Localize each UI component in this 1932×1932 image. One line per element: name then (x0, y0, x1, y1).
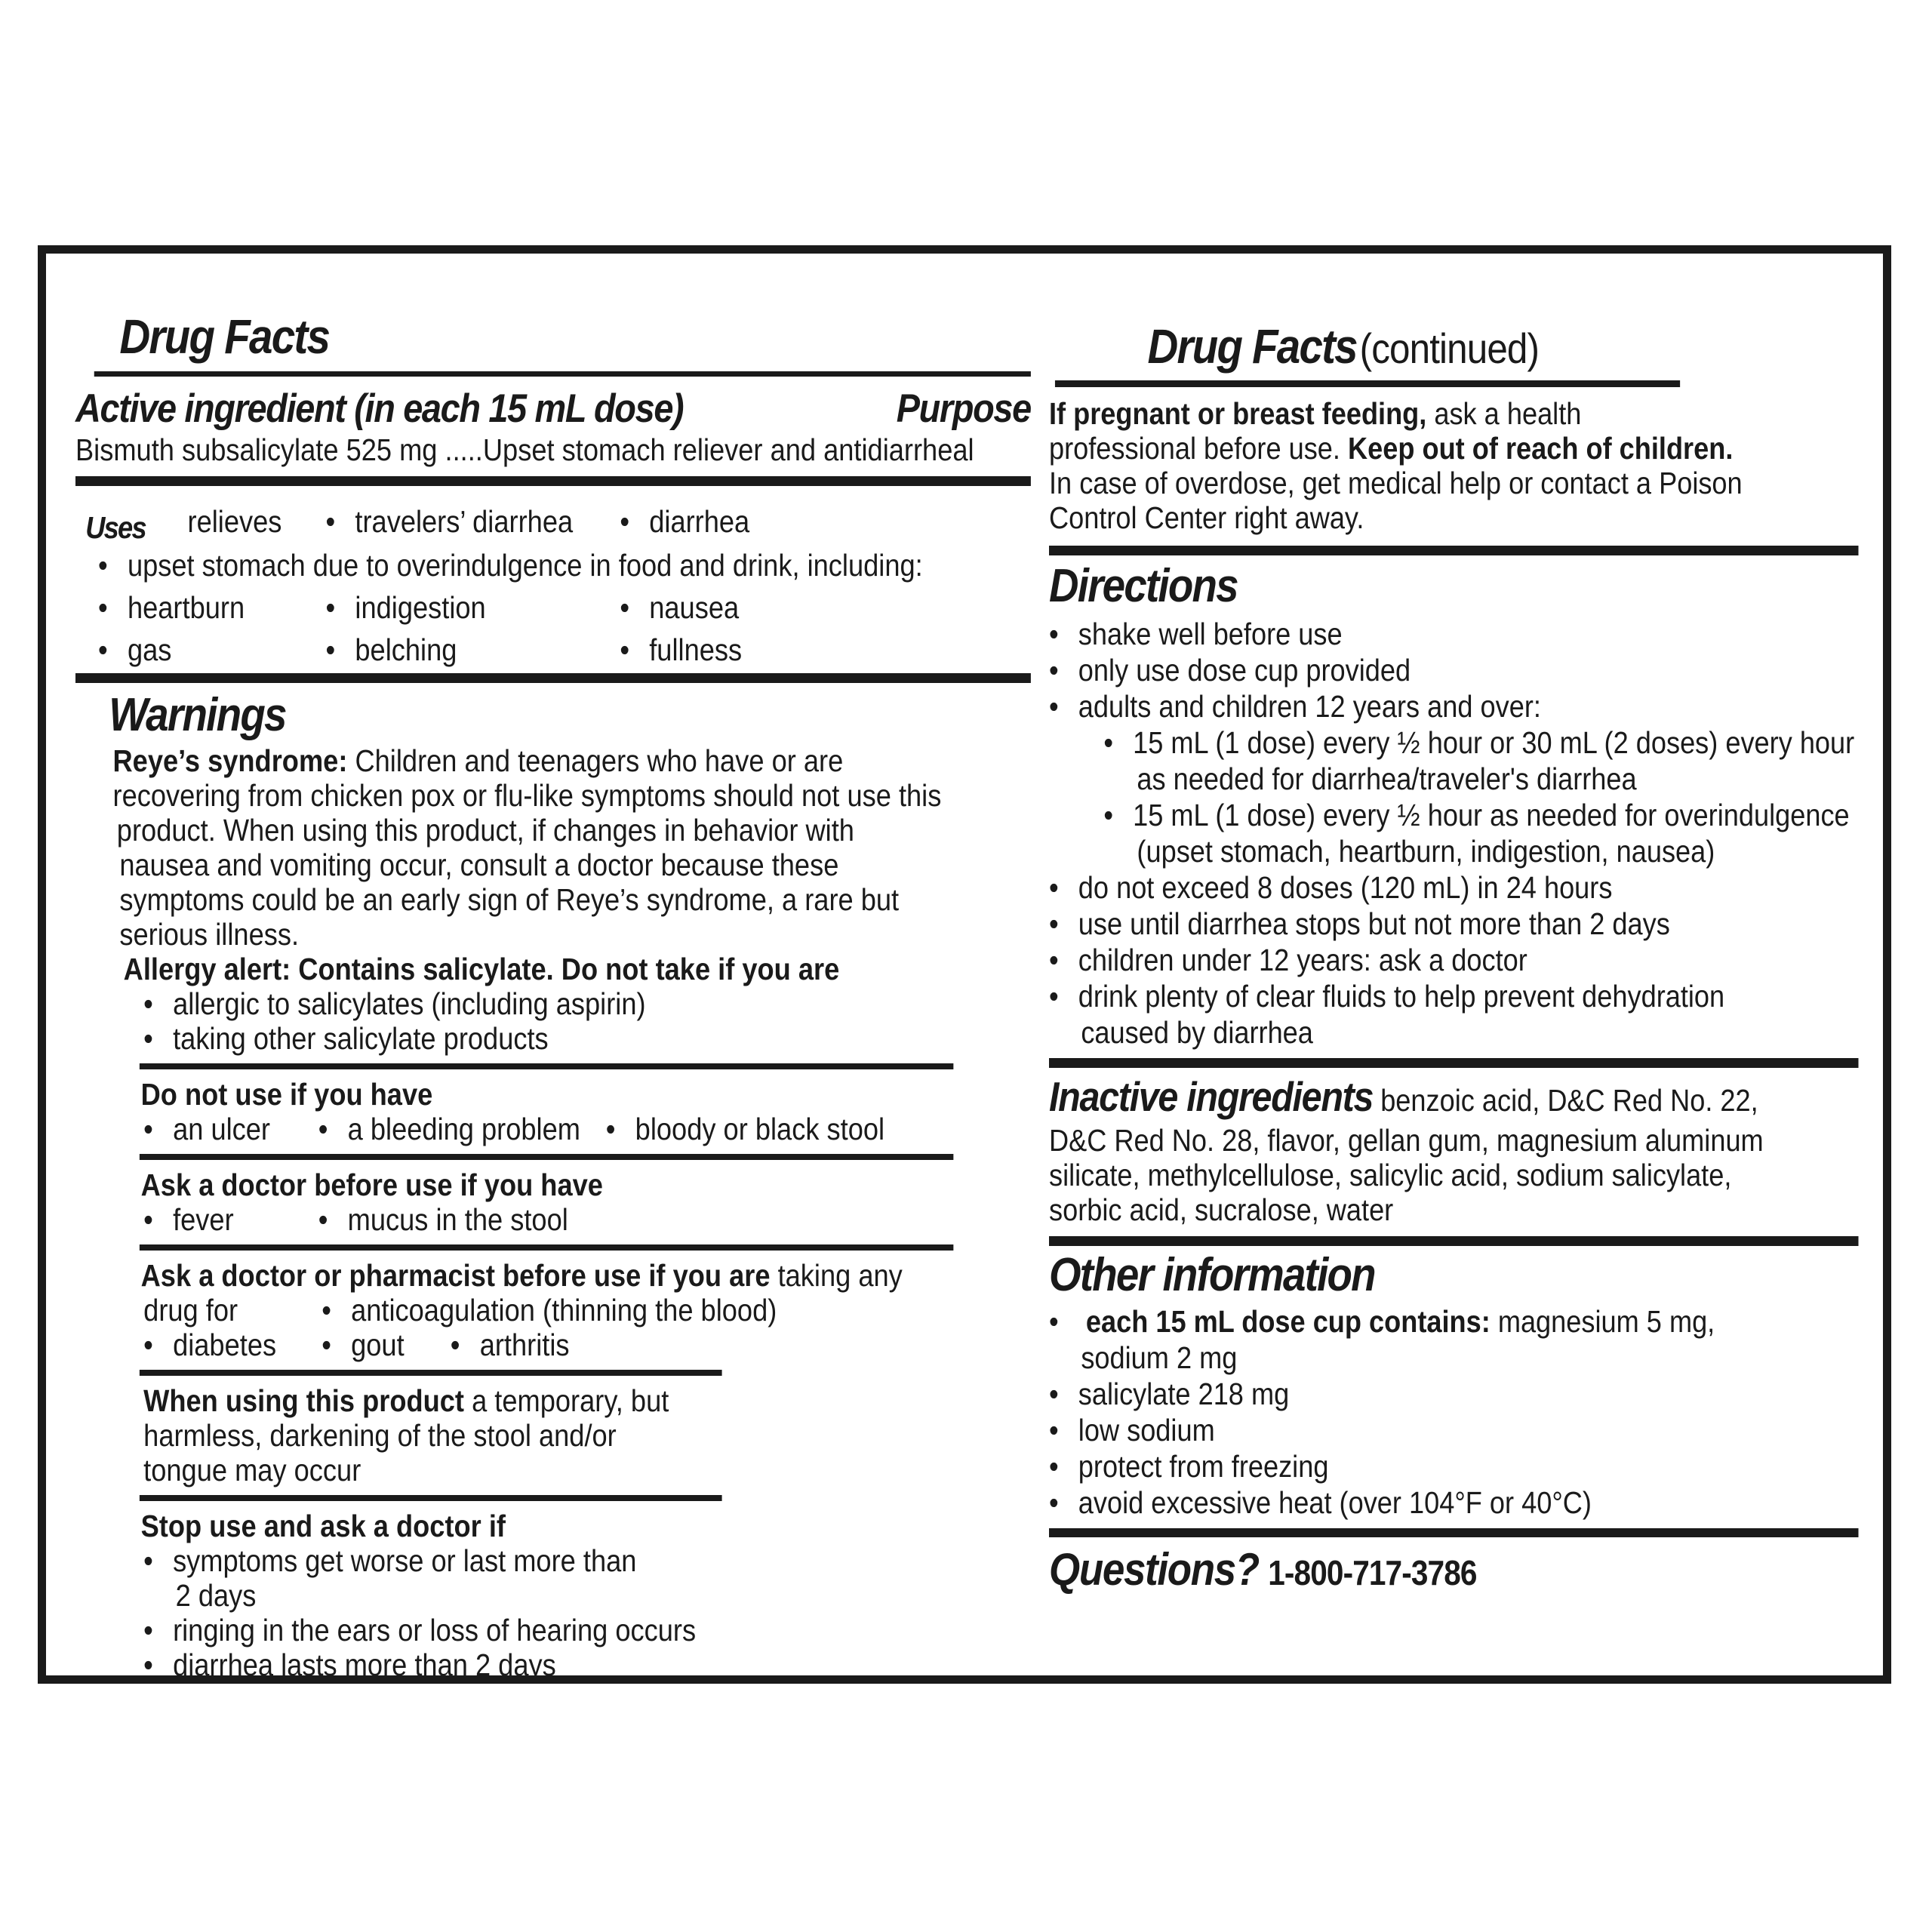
uses-row-4 (75, 625, 1031, 667)
bullet-arthritis: • arthritis (451, 1327, 570, 1362)
stop-use-heading: Stop use and ask a doctor if (140, 1509, 506, 1543)
section-divider (1049, 1528, 1859, 1537)
uses-bullet-nausea: • nausea (620, 590, 739, 625)
section-divider (75, 476, 1031, 486)
right-column (1049, 321, 1859, 1595)
do-not-use-heading: Do not use if you have (140, 1077, 433, 1112)
directions-heading: Directions (1049, 560, 1238, 612)
inactive-line-4: sorbic acid, sucralose, water (1049, 1192, 1394, 1227)
uses-bullet-gas: • gas (98, 632, 171, 667)
inactive-text-1: benzoic acid, D&C Red No. 22, (1380, 1083, 1758, 1118)
section-divider (1049, 546, 1859, 555)
section-divider (1049, 1058, 1859, 1068)
uses-bullet-indigestion: • indigestion (326, 590, 486, 625)
questions-phone: 1-800-717-3786 (1268, 1553, 1477, 1592)
uses-lead: relieves (187, 504, 282, 539)
other-bullet-freezing: • protect from freezing (1049, 1448, 1859, 1484)
ask-pharmacist-rest: taking any (777, 1258, 903, 1293)
other-bullet-salicylate: • salicylate 218 mg (1049, 1376, 1859, 1412)
pregnant-line-3: In case of overdose, get medical help or contact a Poison (1049, 466, 1743, 500)
drug-facts-continued-title (1049, 321, 1859, 373)
when-using-rest: a temporary, but (472, 1383, 669, 1418)
stop-bullet-1-cont: 2 days (175, 1578, 257, 1613)
dose-cup-rest: magnesium 5 mg, (1497, 1304, 1715, 1339)
stop-bullet-3: • diarrhea lasts more than 2 days (75, 1647, 1031, 1682)
pregnant-line-2 (1049, 431, 1859, 466)
dose-cup-bold: each 15 mL dose cup contains: (1085, 1304, 1491, 1339)
other-bullet-dose-cup-cont: sodium 2 mg (1081, 1340, 1238, 1375)
ask-pharmacist-row-3 (75, 1327, 1031, 1362)
do-not-use-row (75, 1112, 1031, 1146)
warnings-divider-short (140, 1495, 722, 1501)
uses-bullet-upset-stomach: • upset stomach due to overindulgence in food and drink, including: (98, 548, 923, 583)
reyes-line-6: serious illness. (119, 917, 300, 952)
drug-facts-title-right: Drug Facts (1147, 319, 1357, 374)
title-divider-right (1055, 380, 1680, 387)
directions-bullet-dose-cup: • only use dose cup provided (1049, 652, 1859, 688)
directions-bullet-fluids: • drink plenty of clear fluids to help prevent dehydration (1049, 978, 1859, 1014)
directions-bullet-adults: • adults and children 12 years and over: (1049, 688, 1859, 724)
bullet-bloody-stool: • bloody or black stool (606, 1112, 884, 1146)
continued-suffix: (continued) (1359, 325, 1540, 372)
questions-row (1049, 1543, 1859, 1595)
warnings-divider (140, 1063, 953, 1069)
directions-bullet-shake: • shake well before use (1049, 616, 1859, 652)
warnings-divider (140, 1154, 953, 1160)
active-ingredient-heading: Active ingredient (in each 15 mL dose) (75, 386, 684, 431)
inactive-ingredients-heading: Inactive ingredients (1049, 1073, 1374, 1120)
uses-heading: Uses (85, 510, 146, 545)
other-information-heading: Other information (1049, 1249, 1375, 1301)
inactive-line-2: D&C Red No. 28, flavor, gellan gum, magnesium aluminum (1049, 1123, 1764, 1158)
bullet-mucus: • mucus in the stool (318, 1202, 568, 1237)
directions-sub-bullet-2: • 15 mL (1 dose) every ½ hour as needed for overindulgence (1103, 797, 1858, 833)
ask-doctor-heading: Ask a doctor before use if you have (140, 1168, 603, 1202)
uses-row-1 (75, 492, 1031, 545)
bullet-diabetes: • diabetes (143, 1327, 276, 1362)
allergy-bullet-1: • allergic to salicylates (including aspirin) (75, 986, 1031, 1021)
pregnant-rest: ask a health (1434, 396, 1582, 431)
active-ingredient-line: Bismuth subsalicylate 525 mg .....Upset stomach reliever and antidiarrheal (75, 432, 974, 467)
questions-heading: Questions? (1049, 1544, 1259, 1595)
drug-for-text: drug for (143, 1293, 238, 1327)
purpose-heading: Purpose (896, 386, 1031, 431)
allergy-bullet-2: • taking other salicylate products (75, 1021, 1031, 1056)
bullet-gout: • gout (321, 1327, 404, 1362)
title-divider (94, 371, 1031, 377)
reyes-line-2: recovering from chicken pox or flu-like symptoms should not use this (112, 778, 942, 813)
directions-sub-bullet-2-cont: (upset stomach, heartburn, indigestion, nausea) (1137, 834, 1715, 869)
directions-sub-bullet-1: • 15 mL (1 dose) every ½ hour or 30 mL (2 doses) every hour (1103, 724, 1858, 761)
other-bullet-low-sodium: • low sodium (1049, 1412, 1859, 1448)
ask-pharmacist-line-1 (75, 1258, 1031, 1293)
warnings-heading: Warnings (109, 689, 286, 741)
when-using-line-1 (75, 1383, 1031, 1418)
reyes-line-1 (75, 743, 1031, 778)
inactive-line-1 (1049, 1074, 1859, 1123)
reyes-line-4: nausea and vomiting occur, consult a doctor because these (119, 848, 839, 882)
directions-bullet-until: • use until diarrhea stops but not more than 2 days (1049, 906, 1859, 942)
uses-bullet-heartburn: • heartburn (98, 590, 245, 625)
inactive-line-3: silicate, methylcellulose, salicylic acid, sodium salicylate, (1049, 1158, 1732, 1192)
bullet-an-ulcer: • an ulcer (143, 1112, 270, 1146)
warnings-divider (140, 1244, 953, 1251)
bullet-anticoagulation: • anticoagulation (thinning the blood) (321, 1293, 777, 1327)
directions-bullet-children: • children under 12 years: ask a doctor (1049, 942, 1859, 978)
stop-bullet-1: • symptoms get worse or last more than (75, 1543, 1031, 1578)
uses-row-3 (75, 583, 1031, 625)
uses-bullet-travelers-diarrhea: • travelers’ diarrhea (326, 504, 574, 539)
directions-bullet-exceed: • do not exceed 8 doses (120 mL) in 24 hours (1049, 869, 1859, 906)
pregnant-line-1 (1049, 396, 1859, 431)
uses-bullet-diarrhea: • diarrhea (620, 504, 749, 539)
pregnant-bold: If pregnant or breast feeding, (1049, 396, 1427, 431)
drug-facts-title: Drug Facts (119, 309, 330, 364)
when-using-line-3: tongue may occur (143, 1453, 361, 1487)
bullet-fever: • fever (143, 1202, 233, 1237)
other-bullet-heat: • avoid excessive heat (over 104°F or 40°C) (1049, 1484, 1859, 1521)
warnings-divider-short (140, 1370, 722, 1376)
when-using-bold: When using this product (143, 1383, 464, 1418)
allergy-alert: Allergy alert: Contains salicylate. Do not take if you are (123, 952, 840, 986)
ask-pharmacist-row-2 (75, 1293, 1031, 1327)
uses-bullet-belching: • belching (326, 632, 457, 667)
directions-bullet-fluids-cont: caused by diarrhea (1081, 1015, 1313, 1050)
ask-doctor-row (75, 1202, 1031, 1237)
reyes-line-3: product. When using this product, if changes in behavior with (116, 813, 854, 848)
directions-sub-bullet-1-cont: as needed for diarrhea/traveler's diarrhea (1137, 761, 1637, 796)
reyes-line-5: symptoms could be an early sign of Reye’s syndrome, a rare but (119, 882, 900, 917)
reyes-label: Reye’s syndrome: (112, 743, 348, 778)
section-divider (75, 673, 1031, 683)
pregnant-line-4: Control Center right away. (1049, 500, 1364, 535)
before-use-text: professional before use. (1049, 431, 1340, 466)
bullet-bleeding-problem: • a bleeding problem (318, 1112, 580, 1146)
ask-pharmacist-bold: Ask a doctor or pharmacist before use if you are (140, 1258, 771, 1293)
uses-bullet-fullness: • fullness (620, 632, 742, 667)
stop-bullet-2: • ringing in the ears or loss of hearing occurs (75, 1613, 1031, 1647)
uses-row-2 (75, 540, 1031, 583)
when-using-line-2: harmless, darkening of the stool and/or (143, 1418, 617, 1453)
left-column (75, 311, 1031, 1682)
other-bullet-dose-cup (1049, 1303, 1859, 1340)
keep-out-of-reach-bold: Keep out of reach of children. (1348, 431, 1734, 466)
reyes-text-1: Children and teenagers who have or are (355, 743, 844, 778)
section-divider (1049, 1236, 1859, 1246)
